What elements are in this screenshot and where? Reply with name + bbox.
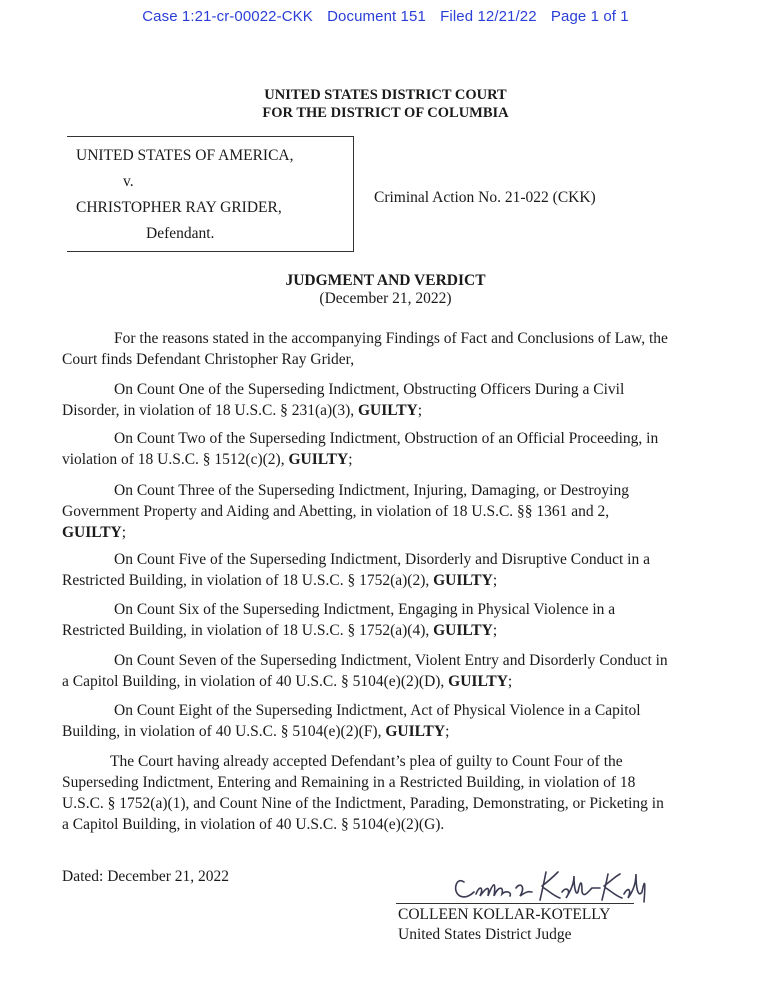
count-three-paragraph: On Count Three of the Superseding Indictment, Injuring, Damaging, or Destroying Government Property and Aiding and Abetting, in violation of 18 U.S.C. §§ 1361 and 2, GUILTY;: [62, 482, 629, 541]
page-indicator: Page 1 of 1: [550, 8, 629, 25]
caption-plaintiff: UNITED STATES OF AMERICA,: [76, 147, 294, 164]
count-six-paragraph: On Count Six of the Superseding Indictment, Engaging in Physical Violence in a Restricted Building, in violation of 18 U.S.C. § 1752(a)(4), GUILTY;: [62, 601, 616, 639]
filed-date: Filed 12/21/22: [440, 8, 537, 25]
court-name-line-2: FOR THE DISTRICT OF COLUMBIA: [262, 105, 509, 121]
judge-title: United States District Judge: [398, 926, 572, 943]
judge-name: COLLEEN KOLLAR-KOTELLY: [398, 906, 611, 923]
signature-scribble: [450, 862, 655, 904]
verdict-guilty: GUILTY: [433, 622, 493, 639]
filing-header: [0, 8, 771, 25]
count-five-paragraph: On Count Five of the Superseding Indictment, Disorderly and Disruptive Conduct in a Restricted Building, in violation of 18 U.S.C. § 1752(a)(2), GUILTY;: [62, 551, 650, 589]
verdict-guilty: GUILTY: [358, 402, 418, 419]
count-eight-paragraph: On Count Eight of the Superseding Indictment, Act of Physical Violence in a Capitol Building, in violation of 40 U.S.C. § 5104(e)(2)(F), GUILTY;: [62, 702, 641, 740]
count-seven-paragraph: On Count Seven of the Superseding Indictment, Violent Entry and Disorderly Conduct in a Capitol Building, in violation of 40 U.S.C. § 5104(e)(2)(D), GUILTY;: [62, 652, 668, 690]
verdict-guilty: GUILTY: [433, 572, 493, 589]
intro-paragraph: For the reasons stated in the accompanying Findings of Fact and Conclusions of Law, the Court finds Defendant Christopher Ray Grider,: [62, 330, 668, 368]
verdict-guilty: GUILTY: [448, 673, 508, 690]
case-number: Case 1:21-cr-00022-CKK: [142, 8, 313, 25]
caption-defendant: CHRISTOPHER RAY GRIDER,: [76, 199, 282, 216]
dated-line: Dated: December 21, 2022: [62, 868, 229, 885]
count-one-paragraph: On Count One of the Superseding Indictment, Obstructing Officers During a Civil Disorder, in violation of 18 U.S.C. § 231(a)(3), GUILTY;: [62, 381, 625, 419]
caption-versus: v.: [123, 173, 134, 190]
criminal-action-number: Criminal Action No. 21-022 (CKK): [374, 189, 596, 206]
verdict-guilty: GUILTY: [385, 723, 446, 740]
count-two-paragraph: On Count Two of the Superseding Indictment, Obstruction of an Official Proceeding, in violation of 18 U.S.C. § 1512(c)(2), GUILTY;: [62, 430, 659, 468]
document-title: JUDGMENT AND VERDICT: [285, 272, 486, 289]
verdict-guilty: GUILTY: [288, 451, 349, 468]
document-number: Document 151: [327, 8, 426, 25]
verdict-guilty: GUILTY: [62, 524, 122, 541]
document-date: (December 21, 2022): [319, 290, 452, 307]
caption-defendant-label: Defendant.: [146, 225, 215, 242]
plea-paragraph: The Court having already accepted Defendant’s plea of guilty to Count Four of the Superseding Indictment, Entering and Remaining in a Restricted Building, in violation of 18 U.S.C. § 1752(a)(1), and Count Nine of the Indictment, Parading, Demonstrating, or Picketing in a Capitol Building, in violation of 40 U.S.C. § 5104(e)(2)(G).: [62, 753, 664, 833]
signature-line: [396, 903, 634, 904]
court-name-line-1: UNITED STATES DISTRICT COURT: [264, 87, 507, 103]
